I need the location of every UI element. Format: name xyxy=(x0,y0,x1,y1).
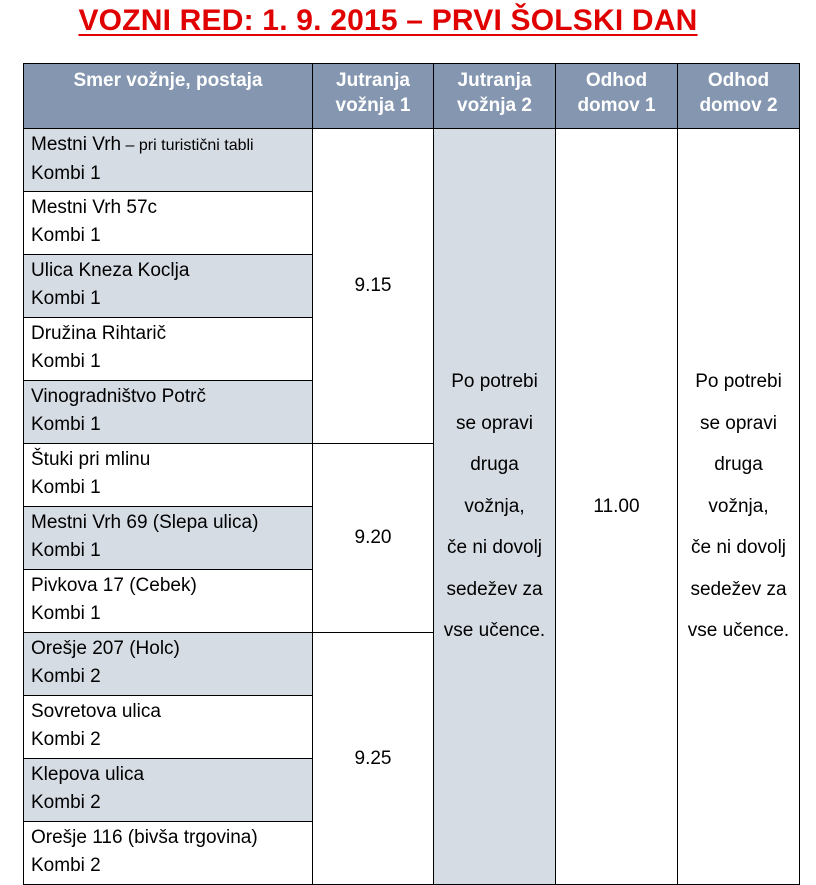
time-group-3: 9.25 xyxy=(313,633,434,885)
time-group-2: 9.20 xyxy=(313,444,434,633)
header-home-2: Odhod domov 2 xyxy=(678,64,800,129)
stop-cell: Sovretova ulica Kombi 2 xyxy=(24,696,313,759)
stop-cell: Ulica Kneza Koclja Kombi 1 xyxy=(24,255,313,318)
stop-cell: Mestni Vrh 69 (Slepa ulica) Kombi 1 xyxy=(24,507,313,570)
header-home-1: Odhod domov 1 xyxy=(556,64,678,129)
timetable xyxy=(23,63,800,885)
morning-2-note: Po potrebi se opravi druga vožnja, če ni dovolj sedežev za vse učence. xyxy=(434,129,556,885)
stop-cell: Družina Rihtarič Kombi 1 xyxy=(24,318,313,381)
header-route: Smer vožnje, postaja xyxy=(24,64,313,129)
page-title: VOZNI RED: 1. 9. 2015 – PRVI ŠOLSKI DAN xyxy=(78,4,698,37)
table-row xyxy=(24,129,800,192)
stop-cell: Mestni Vrh 57c Kombi 1 xyxy=(24,192,313,255)
home-1-time: 11.00 xyxy=(556,129,678,885)
stop-cell: Klepova ulica Kombi 2 xyxy=(24,759,313,822)
time-group-1: 9.15 xyxy=(313,129,434,444)
stop-cell: Orešje 116 (bivša trgovina) Kombi 2 xyxy=(24,822,313,885)
stop-cell: Vinogradništvo Potrč Kombi 1 xyxy=(24,381,313,444)
header-row xyxy=(24,64,800,129)
stop-cell: Mestni Vrh – pri turistični tabli Kombi 1 xyxy=(24,129,313,192)
stop-cell: Orešje 207 (Holc) Kombi 2 xyxy=(24,633,313,696)
stop-cell: Pivkova 17 (Cebek) Kombi 1 xyxy=(24,570,313,633)
header-morning-1: Jutranja vožnja 1 xyxy=(313,64,434,129)
stop-cell: Štuki pri mlinu Kombi 1 xyxy=(24,444,313,507)
home-2-note: Po potrebi se opravi druga vožnja, če ni dovolj sedežev za vse učence. xyxy=(678,129,800,885)
header-morning-2: Jutranja vožnja 2 xyxy=(434,64,556,129)
